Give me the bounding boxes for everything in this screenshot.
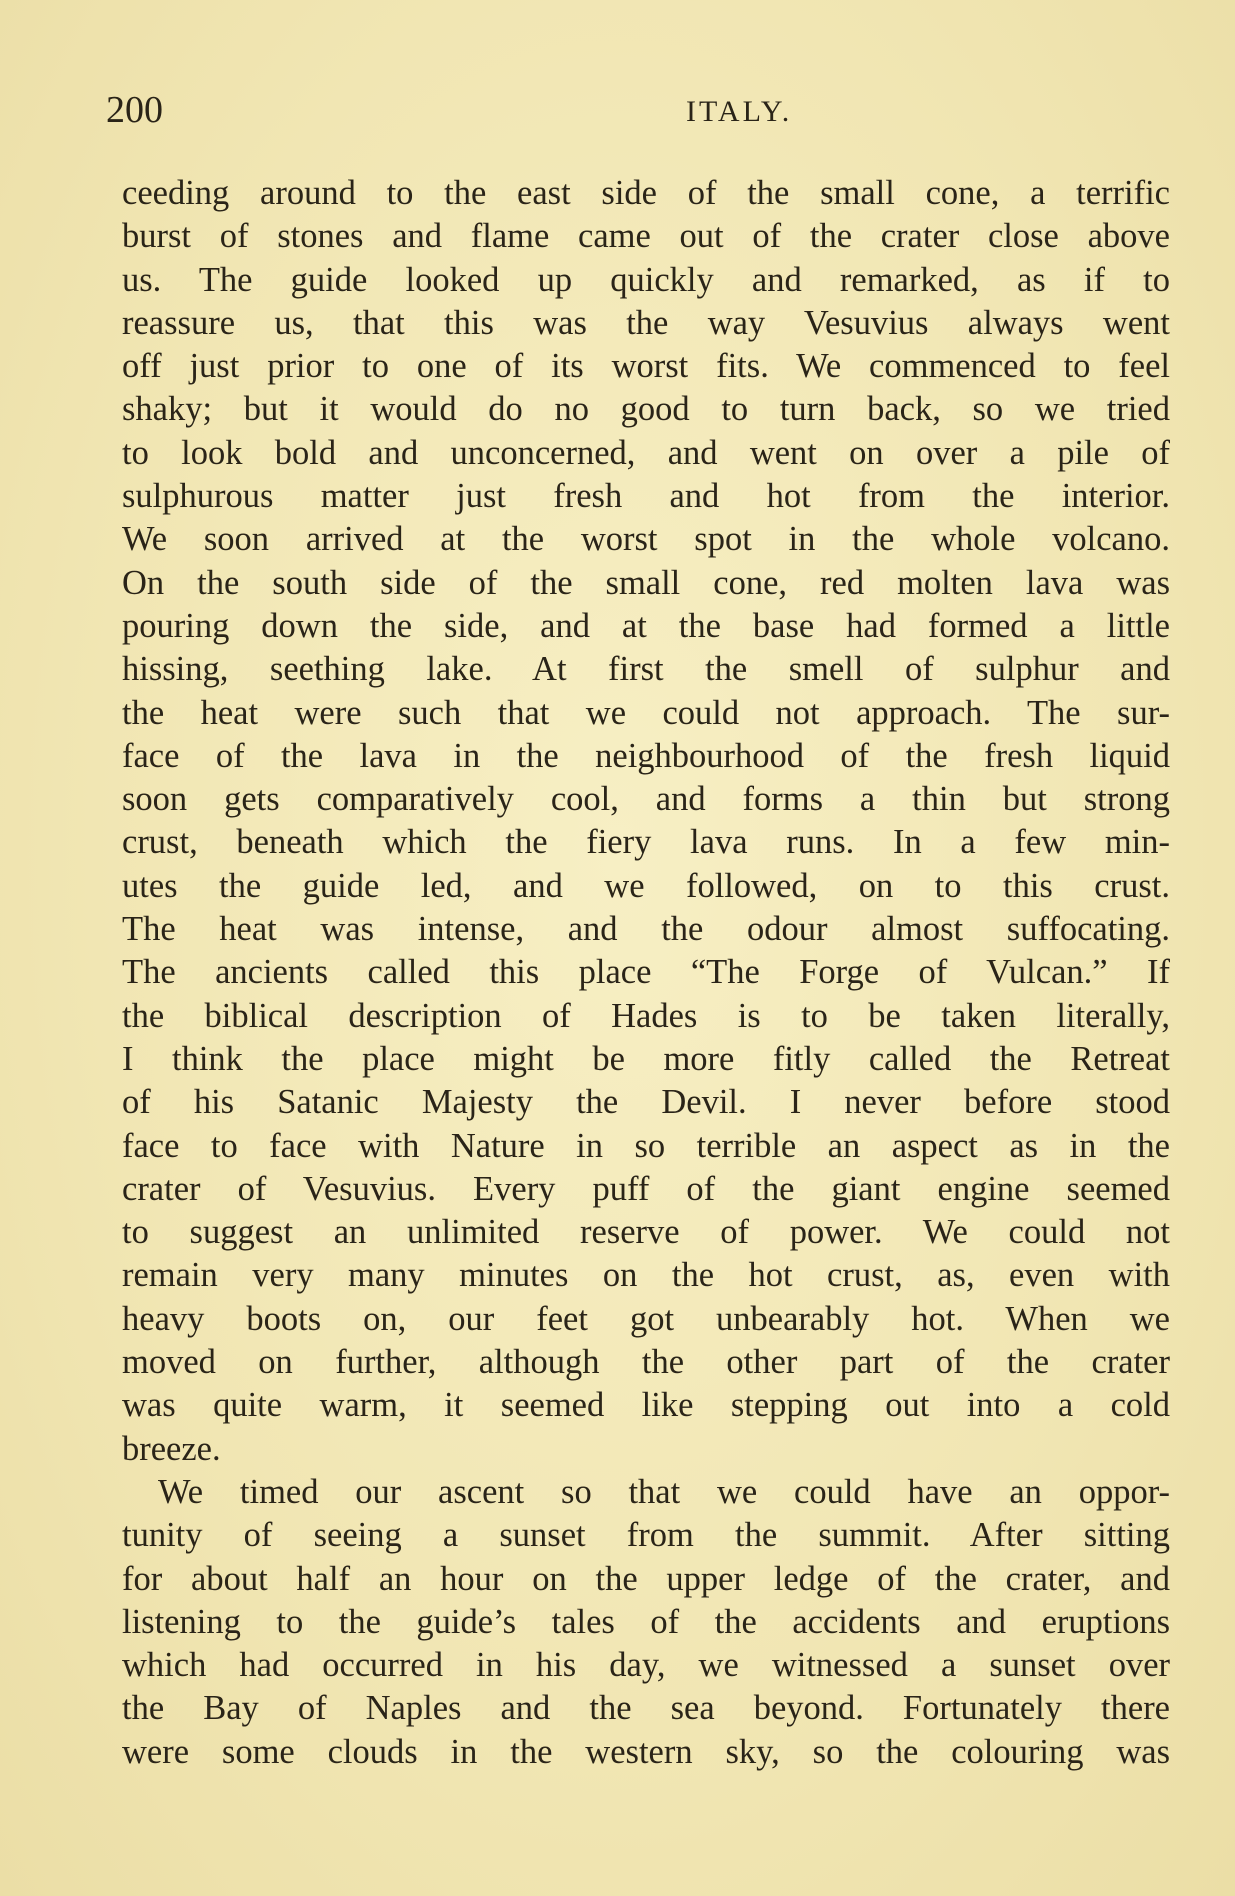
text-line: soon gets comparatively cool, and forms a thin but strong xyxy=(122,780,1170,819)
text-line: listening to the guide’s tales of the accidents and eruptions xyxy=(122,1602,1170,1641)
body-text xyxy=(122,172,1170,1774)
text-line: us. The guide looked up quickly and remarked, as if to xyxy=(122,260,1170,299)
text-line: heavy boots on, our feet got unbearably hot. When we xyxy=(122,1299,1170,1338)
text-line: The ancients called this place “The Forge of Vulcan.” If xyxy=(122,953,1170,992)
running-head: ITALY. xyxy=(686,95,793,128)
text-line: pouring down the side, and at the base had formed a little xyxy=(122,606,1170,645)
text-line: was quite warm, it seemed like stepping out into a cold xyxy=(122,1386,1170,1425)
text-line: shaky; but it would do no good to turn back, so we tried xyxy=(122,390,1170,429)
text-line: the Bay of Naples and the sea beyond. Fortunately there xyxy=(122,1689,1170,1728)
text-line: We timed our ascent so that we could have an oppor- xyxy=(158,1472,1170,1511)
text-line: crater of Vesuvius. Every puff of the giant engine seemed xyxy=(122,1169,1170,1208)
text-line: I think the place might be more fitly called the Retreat xyxy=(122,1039,1170,1078)
text-line: of his Satanic Majesty the Devil. I never before stood xyxy=(122,1083,1170,1122)
text-line: which had occurred in his day, we witnessed a sunset over xyxy=(122,1646,1170,1685)
text-line: reassure us, that this was the way Vesuvius always went xyxy=(122,303,1170,342)
text-line: moved on further, although the other part of the crater xyxy=(122,1343,1170,1382)
text-line: crust, beneath which the fiery lava runs. In a few min- xyxy=(122,823,1170,862)
text-line: tunity of seeing a sunset from the summit. After sitting xyxy=(122,1516,1170,1555)
page-header xyxy=(106,88,1156,138)
text-line: On the south side of the small cone, red molten lava was xyxy=(122,563,1170,602)
text-line: hissing, seething lake. At first the smell of sulphur and xyxy=(122,650,1170,689)
text-line: breeze. xyxy=(122,1429,221,1468)
text-line: face to face with Nature in so terrible an aspect as in the xyxy=(122,1126,1170,1165)
text-line: the heat were such that we could not approach. The sur- xyxy=(122,693,1170,732)
text-line: face of the lava in the neighbourhood of the fresh liquid xyxy=(122,736,1170,775)
text-line: to suggest an unlimited reserve of power. We could not xyxy=(122,1213,1170,1252)
text-line: burst of stones and flame came out of the crater close above xyxy=(122,217,1170,256)
text-line: remain very many minutes on the hot crust, as, even with xyxy=(122,1256,1170,1295)
text-line: The heat was intense, and the odour almost suffocating. xyxy=(122,910,1170,949)
text-line: off just prior to one of its worst fits. We commenced to feel xyxy=(122,347,1170,386)
text-line: to look bold and unconcerned, and went on over a pile of xyxy=(122,433,1170,472)
text-line: We soon arrived at the worst spot in the whole volcano. xyxy=(122,520,1170,559)
text-line: ceeding around to the east side of the small cone, a terrific xyxy=(122,174,1170,212)
text-line: were some clouds in the western sky, so the colouring was xyxy=(122,1732,1170,1771)
text-line: for about half an hour on the upper ledge of the crater, and xyxy=(122,1559,1170,1598)
text-line: the biblical description of Hades is to be taken literally, xyxy=(122,996,1170,1035)
text-line: sulphurous matter just fresh and hot from the interior. xyxy=(122,477,1170,516)
text-line: utes the guide led, and we followed, on to this crust. xyxy=(122,866,1170,905)
page-number: 200 xyxy=(106,89,163,131)
